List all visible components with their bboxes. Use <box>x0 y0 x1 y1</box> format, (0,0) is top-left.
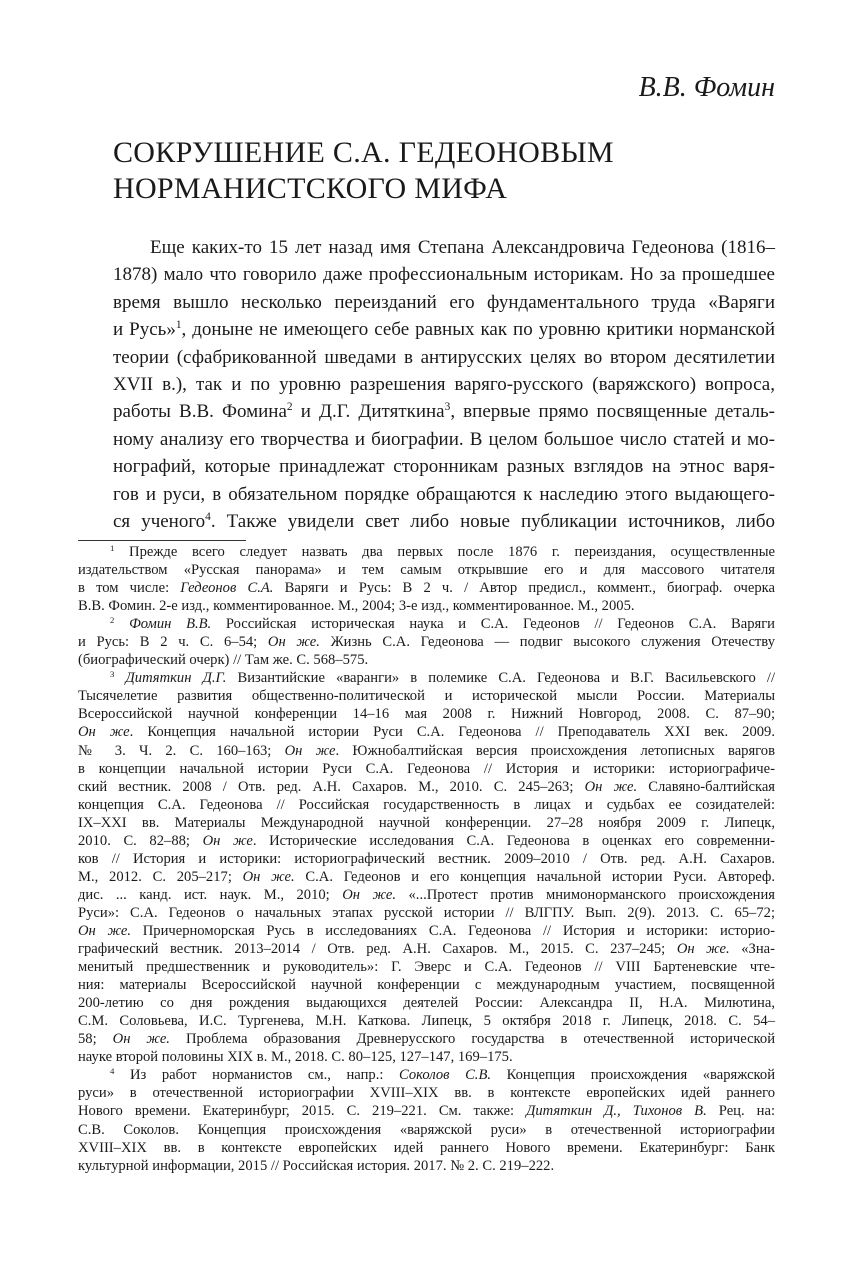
text-line <box>78 886 775 904</box>
text-line <box>78 868 775 886</box>
text-line <box>113 371 775 398</box>
text-run: «...Протест против мнимонорманского происхождения <box>396 886 776 903</box>
italic-run: Фомин В.В. <box>129 616 212 633</box>
text-run: Нового времени. Екатеринбург, 2015. С. 219–221. См. также: <box>78 1103 527 1120</box>
footnote-ref: 3 <box>110 669 115 680</box>
text-run: и Русь» <box>113 319 176 341</box>
text-run: В.В. Фомин. 2-е изд., комментированное. М., 2004; 3-е изд., комментированное. М., 2005. <box>78 598 635 615</box>
text-run: 1878) мало что говорило даже профессиональным историкам. Но за прошедшее <box>113 264 775 286</box>
text-run: Проблема образования Древнерусского государства в отечественной исторической <box>169 1031 776 1048</box>
text-run: Славяно-балтийская <box>637 778 776 795</box>
text-line <box>78 1121 775 1139</box>
text-line <box>78 1139 775 1157</box>
text-run: руси» в отечественной историографии XVIII–XIX вв. в контексте европейских идей раннего <box>78 1085 775 1102</box>
italic-run: Он же. <box>342 886 397 903</box>
text-line <box>113 453 775 480</box>
title-line: СОКРУШЕНИЕ С.А. ГЕДЕОНОВЫМ <box>113 136 614 169</box>
text-run: культурной информации, 2015 // Российская история. 2017. № 2. С. 219–222. <box>78 1157 555 1174</box>
text-run: издательством «Русская панорама» и тем самым открывшие его и для массового читателя <box>78 562 775 579</box>
text-line <box>113 481 775 508</box>
footnote-ref: 2 <box>110 614 115 625</box>
text-run: XVII в.), так и по уровню разрешения варяго-русского (варяжского) вопроса, <box>113 374 775 396</box>
text-line <box>113 344 775 371</box>
italic-run: Он же <box>284 742 336 759</box>
text-run: Из работ норманистов см., напр.: <box>114 1067 399 1084</box>
text-run: Тысячелетие развития общественно-политической и исторической мысли России. Материалы <box>78 688 775 705</box>
footnotes <box>78 543 775 1175</box>
text-run: XVIII–XIX вв. в контексте европейских идей раннего Нового времени. Екатеринбург: Банк <box>78 1139 775 1156</box>
text-line <box>78 1084 775 1102</box>
text-run: ся ученого <box>113 511 206 533</box>
text-run: и Д.Г. Дитяткина <box>292 401 445 423</box>
italic-run: Он же. <box>242 868 295 885</box>
text-line <box>78 904 775 922</box>
text-line <box>113 289 775 316</box>
italic-run: Он же. <box>584 778 638 795</box>
text-run: . Южнобалтийская версия происхождения летописных варягов <box>335 742 775 759</box>
italic-run: Соколов С.В. <box>398 1067 492 1084</box>
text-run: Прежде всего следует назвать два первых после 1876 г. переиздания, осуществленные <box>114 544 775 560</box>
text-line <box>78 1012 775 1030</box>
text-run: теории (сфабрикованной шведами в антирусских целях во втором десятилетии <box>113 346 775 368</box>
text-line <box>78 1048 775 1066</box>
text-line <box>78 615 775 633</box>
text-line <box>78 976 775 994</box>
text-run: Концепция происхождения «варяжской <box>491 1067 775 1084</box>
text-run: С.В. Соколов. Концепция происхождения «варяжской руси» в отечественной историографии <box>78 1121 775 1138</box>
italic-run: Дитяткин Д.Г. <box>125 670 227 687</box>
text-line <box>78 814 775 832</box>
title-line: НОРМАНИСТСКОГО МИФА <box>113 172 508 205</box>
text-run: Руси»: С.А. Гедеонов о начальных этапах русской истории // ВЛГПУ. Вып. 2(9). 2013. С. 65–72; <box>78 904 775 921</box>
text-run: ков // История и историки: историографический вестник. 2009–2010 / Отв. ред. А.Н. Сахаров. <box>78 850 775 867</box>
body-text <box>113 234 775 535</box>
text-line <box>78 922 775 940</box>
text-line <box>78 940 775 958</box>
text-run: Византийские «варанги» в полемике С.А. Гедеонова и В.Г. Васильевского // <box>226 670 776 687</box>
text-run: Варяги и Русь: В 2 ч. / Автор предисл., коммент., биограф. очерка <box>273 580 776 597</box>
text-line <box>78 958 775 976</box>
text-run: и Русь: В 2 ч. С. 6–54; <box>78 634 268 651</box>
author-name: В.В. Фомин <box>638 72 775 103</box>
text-run: , доныне не имеющего себе равных как по уровню критики норманской <box>181 319 775 341</box>
text-line <box>78 651 775 669</box>
italic-run: Он же. <box>676 941 730 958</box>
text-run: 2010. С. 82–88; <box>78 832 203 849</box>
text-line <box>113 234 775 261</box>
text-line <box>78 543 775 561</box>
footnote-ref: 2 <box>286 401 293 414</box>
text-run: , впервые прямо посвященные деталь- <box>450 401 775 423</box>
text-run: концепция С.А. Гедеонова // Российская государственность в лицах и судьбах ее созидателей: <box>78 796 775 813</box>
footnote-4 <box>78 1066 775 1174</box>
text-line <box>78 633 775 651</box>
text-run: работы В.В. Фомина <box>113 401 287 423</box>
text-line <box>113 508 775 535</box>
text-run: С.А. Гедеонов и его концепция начальной истории Руси. Автореф. <box>294 868 776 885</box>
text-run: . Исторические исследования С.А. Гедеонова в оценках его современни- <box>252 832 775 849</box>
italic-run: Он же <box>202 832 253 849</box>
footnote-1 <box>78 543 775 615</box>
footnote-ref: 1 <box>110 542 115 553</box>
text-run: Российская историческая наука и С.А. Гедеонов // Гедеонов С.А. Варяги <box>211 616 775 633</box>
text-run: . Также увидели свет либо новые публикации источников, либо <box>210 511 775 533</box>
text-run: графический вестник. 2013–2014 / Отв. ред. А.Н. Сахаров. М., 2015. С. 237–245; <box>78 941 677 958</box>
text-line <box>78 778 775 796</box>
italic-run: Дитяткин Д., Тихонов В. <box>526 1103 707 1120</box>
text-run: Еще каких-то 15 лет назад имя Степана Александровича Гедеонова (1816– <box>150 237 775 258</box>
text-run: в концепции начальной истории Руси С.А. Гедеонова // История и историки: историографиче- <box>78 760 775 777</box>
italic-run: Он же. <box>267 634 320 651</box>
text-run: ния: материалы Всероссийской научной конференции с международным участием, посвященной <box>78 977 775 994</box>
text-run: Причерноморская Русь в исследованиях С.А. Гедеонова // История и историки: историо- <box>131 922 775 939</box>
italic-run: Гедеонов С.А. <box>180 580 274 597</box>
text-line <box>78 742 775 760</box>
footnote-ref: 1 <box>175 319 182 332</box>
text-run: Всероссийской научной конференции 14–16 мая 2008 г. Нижний Новгород, 2008. С. 87–90; <box>78 706 775 723</box>
text-line <box>78 760 775 778</box>
text-run: ному анализу его творчества и биографии. В целом большое число статей и мо- <box>113 428 775 450</box>
footnote-ref: 4 <box>110 1066 115 1077</box>
text-line <box>78 723 775 741</box>
italic-run: Он же. <box>78 922 132 939</box>
text-line <box>113 426 775 453</box>
text-run: «Зна- <box>729 941 775 958</box>
footnote-3 <box>78 669 775 1066</box>
footnote-ref: 4 <box>205 511 211 524</box>
text-run: в том числе: <box>78 580 181 597</box>
text-run: ский вестник. 2008 / Отв. ред. А.Н. Сахаров. М., 2010. С. 245–263; <box>78 778 585 795</box>
text-run: Рец. на: <box>706 1103 776 1120</box>
text-run: IX–XXI вв. Материалы Международной научной конференции. 27–28 ноября 2009 г. Липецк, <box>78 814 775 831</box>
text-run: 58; <box>78 1031 113 1048</box>
text-line <box>113 316 775 343</box>
text-line <box>113 398 775 425</box>
text-run: время вышло несколько переизданий его фундаментального труда «Варяги <box>113 291 775 313</box>
text-line <box>78 850 775 868</box>
footnote-divider <box>78 540 246 541</box>
footnote-2 <box>78 615 775 669</box>
text-line <box>78 832 775 850</box>
italic-run: Он же. <box>112 1031 170 1048</box>
text-run: № 3. Ч. 2. С. 160–163; <box>78 742 285 759</box>
text-line <box>113 261 775 288</box>
text-run: С.М. Соловьева, И.С. Тургенева, М.Н. Каткова. Липецк, 5 октября 2018 г. Липецк, 2018. С. 54– <box>78 1013 775 1030</box>
text-run: 200-летию со дня рождения выдающихся деятелей России: Александра II, Н.А. Милютина, <box>78 995 775 1012</box>
text-line <box>78 1157 775 1175</box>
text-run: Жизнь С.А. Гедеонова — подвиг высокого служения Отечеству <box>319 634 775 651</box>
text-run: нографий, которые принадлежат сторонникам разных взглядов на этнос варя- <box>113 456 775 478</box>
text-line <box>78 561 775 579</box>
italic-run: Он же <box>78 724 130 741</box>
text-line <box>78 579 775 597</box>
text-run <box>114 616 129 632</box>
text-line <box>78 1066 775 1084</box>
text-line <box>78 687 775 705</box>
text-run: науке второй половины XIX в. М., 2018. С. 80–125, 127–147, 169–175. <box>78 1049 513 1066</box>
text-line <box>78 994 775 1012</box>
text-line <box>78 705 775 723</box>
text-line <box>78 1102 775 1120</box>
text-line <box>78 1030 775 1048</box>
text-run: (биографический очерк) // Там же. С. 568–575. <box>78 652 369 669</box>
text-run: . Концепция начальной истории Руси С.А. Гедеонова // Преподаватель XXI век. 2009. <box>129 724 775 741</box>
text-line <box>78 669 775 687</box>
article-title <box>113 135 614 207</box>
text-line <box>78 597 775 615</box>
footnote-ref: 3 <box>444 401 451 414</box>
text-line <box>78 796 775 814</box>
text-run: менитый предшественник и руководитель»: Г. Эверс и С.А. Гедеонов // VIII Бартеневские чте- <box>78 959 775 976</box>
text-run <box>114 670 125 686</box>
text-run: М., 2012. С. 205–217; <box>78 868 243 885</box>
text-run: гов и руси, в обязательном порядке обращаются к наследию этого выдающего- <box>113 483 775 505</box>
text-run: дис. ... канд. ист. наук. М., 2010; <box>78 886 343 903</box>
